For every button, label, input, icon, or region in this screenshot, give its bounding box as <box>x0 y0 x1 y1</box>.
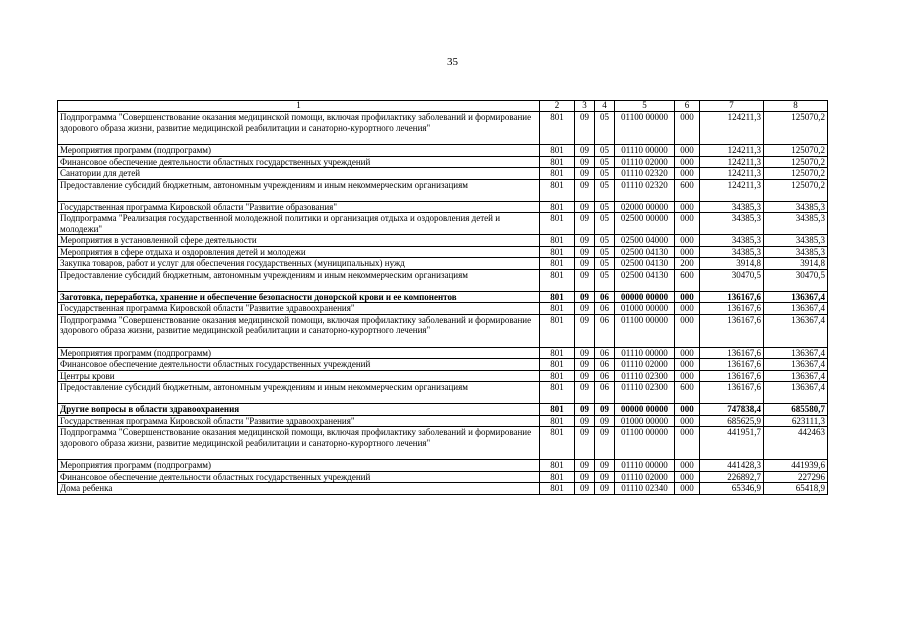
cell-amount-2: 136367,4 <box>764 347 828 359</box>
cell-admin-code: 801 <box>540 246 575 258</box>
cell-subsection: 05 <box>595 156 615 168</box>
table-row <box>58 303 828 315</box>
cell-expense-type: 000 <box>675 156 700 168</box>
cell-amount-1: 34385,3 <box>700 201 764 213</box>
cell-name: Государственная программа Кировской области "Развитие здравоохранения" <box>58 303 540 315</box>
cell-target-article: 02500 04130 <box>615 269 675 291</box>
cell-amount-2: 34385,3 <box>764 213 828 235</box>
cell-name: Предоставление субсидий бюджетным, автономным учреждениям и иным некоммерческим организациям <box>58 179 540 201</box>
cell-admin-code: 801 <box>540 314 575 347</box>
cell-section: 09 <box>575 168 595 180</box>
cell-expense-type: 600 <box>675 382 700 404</box>
cell-amount-1: 136167,6 <box>700 314 764 347</box>
cell-amount-2: 441939,6 <box>764 460 828 472</box>
cell-target-article: 02500 04130 <box>615 258 675 270</box>
cell-section: 09 <box>575 303 595 315</box>
cell-amount-1: 34385,3 <box>700 235 764 247</box>
cell-section: 09 <box>575 213 595 235</box>
cell-admin-code: 801 <box>540 156 575 168</box>
cell-amount-2: 34385,3 <box>764 201 828 213</box>
cell-amount-1: 124211,3 <box>700 145 764 157</box>
table-row <box>58 269 828 291</box>
cell-target-article: 01110 02000 <box>615 359 675 371</box>
cell-amount-2: 442463 <box>764 427 828 460</box>
cell-target-article: 02500 04000 <box>615 235 675 247</box>
cell-target-article: 01110 00000 <box>615 460 675 472</box>
table-row <box>58 112 828 145</box>
cell-amount-1: 124211,3 <box>700 156 764 168</box>
cell-section: 09 <box>575 112 595 145</box>
cell-amount-2: 136367,4 <box>764 314 828 347</box>
table-row <box>58 246 828 258</box>
cell-name: Подпрограмма "Реализация государственной молодежной политики и организация отдыха и оздоровления детей и молодежи" <box>58 213 540 235</box>
cell-name: Государственная программа Кировской области "Развитие образования" <box>58 201 540 213</box>
cell-subsection: 09 <box>595 427 615 460</box>
cell-amount-1: 124211,3 <box>700 112 764 145</box>
cell-target-article: 01110 02300 <box>615 370 675 382</box>
cell-section: 09 <box>575 269 595 291</box>
cell-amount-2: 3914,8 <box>764 258 828 270</box>
header-col-7: 7 <box>700 101 764 112</box>
cell-expense-type: 000 <box>675 359 700 371</box>
cell-name: Подпрограмма "Совершенствование оказания медицинской помощи, включая профилактику заболеваний и формирование здорового образа жизни, развитие медицинской реабилитации и санаторно-курортного лечения" <box>58 314 540 347</box>
cell-expense-type: 000 <box>675 347 700 359</box>
table-row <box>58 201 828 213</box>
cell-amount-2: 65418,9 <box>764 483 828 495</box>
cell-target-article: 01000 00000 <box>615 415 675 427</box>
cell-admin-code: 801 <box>540 235 575 247</box>
cell-admin-code: 801 <box>540 112 575 145</box>
cell-subsection: 09 <box>595 483 615 495</box>
cell-admin-code: 801 <box>540 168 575 180</box>
cell-section: 09 <box>575 235 595 247</box>
cell-amount-1: 136167,6 <box>700 382 764 404</box>
table-row <box>58 460 828 472</box>
table-row <box>58 370 828 382</box>
cell-admin-code: 801 <box>540 291 575 303</box>
cell-subsection: 05 <box>595 145 615 157</box>
cell-name: Мероприятия в установленной сфере деятельности <box>58 235 540 247</box>
cell-target-article: 01110 02320 <box>615 179 675 201</box>
table-row <box>58 427 828 460</box>
cell-admin-code: 801 <box>540 427 575 460</box>
table-row <box>58 347 828 359</box>
table-row <box>58 404 828 416</box>
cell-expense-type: 000 <box>675 303 700 315</box>
cell-section: 09 <box>575 314 595 347</box>
cell-target-article: 01110 02000 <box>615 156 675 168</box>
cell-target-article: 01100 00000 <box>615 314 675 347</box>
cell-section: 09 <box>575 359 595 371</box>
cell-admin-code: 801 <box>540 201 575 213</box>
cell-amount-1: 136167,6 <box>700 347 764 359</box>
cell-expense-type: 200 <box>675 258 700 270</box>
header-col-4: 4 <box>595 101 615 112</box>
cell-amount-2: 125070,2 <box>764 112 828 145</box>
cell-amount-2: 623111,3 <box>764 415 828 427</box>
cell-section: 09 <box>575 258 595 270</box>
cell-subsection: 09 <box>595 404 615 416</box>
cell-expense-type: 000 <box>675 246 700 258</box>
header-col-2: 2 <box>540 101 575 112</box>
cell-section: 09 <box>575 382 595 404</box>
cell-expense-type: 000 <box>675 415 700 427</box>
cell-target-article: 00000 00000 <box>615 291 675 303</box>
cell-amount-1: 747838,4 <box>700 404 764 416</box>
header-col-5: 5 <box>615 101 675 112</box>
cell-admin-code: 801 <box>540 404 575 416</box>
cell-amount-2: 136367,4 <box>764 303 828 315</box>
header-col-1: 1 <box>58 101 540 112</box>
cell-expense-type: 000 <box>675 314 700 347</box>
cell-subsection: 05 <box>595 179 615 201</box>
table-row <box>58 213 828 235</box>
cell-subsection: 05 <box>595 269 615 291</box>
cell-expense-type: 000 <box>675 235 700 247</box>
cell-amount-1: 685625,9 <box>700 415 764 427</box>
header-col-8: 8 <box>764 101 828 112</box>
cell-admin-code: 801 <box>540 258 575 270</box>
cell-amount-1: 136167,6 <box>700 370 764 382</box>
cell-expense-type: 000 <box>675 483 700 495</box>
cell-name: Подпрограмма "Совершенствование оказания медицинской помощи, включая профилактику заболеваний и формирование здорового образа жизни, развитие медицинской реабилитации и санаторно-курортного лечения" <box>58 112 540 145</box>
table-row <box>58 382 828 404</box>
cell-target-article: 01100 00000 <box>615 427 675 460</box>
table-row <box>58 258 828 270</box>
budget-table <box>57 100 828 495</box>
cell-subsection: 09 <box>595 460 615 472</box>
cell-name: Заготовка, переработка, хранение и обеспечение безопасности донорской крови и ее компонентов <box>58 291 540 303</box>
cell-amount-2: 34385,3 <box>764 246 828 258</box>
cell-section: 09 <box>575 370 595 382</box>
cell-amount-2: 30470,5 <box>764 269 828 291</box>
cell-admin-code: 801 <box>540 179 575 201</box>
header-col-6: 6 <box>675 101 700 112</box>
table-row <box>58 291 828 303</box>
cell-admin-code: 801 <box>540 415 575 427</box>
cell-target-article: 01110 02320 <box>615 168 675 180</box>
cell-section: 09 <box>575 415 595 427</box>
cell-expense-type: 000 <box>675 471 700 483</box>
cell-amount-1: 124211,3 <box>700 179 764 201</box>
header-col-3: 3 <box>575 101 595 112</box>
cell-target-article: 01100 00000 <box>615 112 675 145</box>
cell-subsection: 06 <box>595 303 615 315</box>
cell-amount-2: 227296 <box>764 471 828 483</box>
cell-name: Государственная программа Кировской области "Развитие здравоохранения" <box>58 415 540 427</box>
cell-admin-code: 801 <box>540 347 575 359</box>
cell-amount-2: 125070,2 <box>764 145 828 157</box>
cell-admin-code: 801 <box>540 460 575 472</box>
table-row <box>58 314 828 347</box>
cell-admin-code: 801 <box>540 471 575 483</box>
cell-section: 09 <box>575 471 595 483</box>
cell-admin-code: 801 <box>540 382 575 404</box>
cell-expense-type: 000 <box>675 112 700 145</box>
cell-target-article: 01110 00000 <box>615 145 675 157</box>
cell-admin-code: 801 <box>540 483 575 495</box>
cell-expense-type: 000 <box>675 168 700 180</box>
cell-name: Закупка товаров, работ и услуг для обеспечения государственных (муниципальных) нужд <box>58 258 540 270</box>
cell-subsection: 05 <box>595 201 615 213</box>
cell-admin-code: 801 <box>540 213 575 235</box>
cell-section: 09 <box>575 156 595 168</box>
cell-name: Другие вопросы в области здравоохранения <box>58 404 540 416</box>
table-row <box>58 471 828 483</box>
cell-name: Мероприятия программ (подпрограмм) <box>58 145 540 157</box>
cell-subsection: 05 <box>595 168 615 180</box>
page-number: 35 <box>447 56 458 68</box>
cell-section: 09 <box>575 246 595 258</box>
cell-name: Санатории для детей <box>58 168 540 180</box>
cell-subsection: 09 <box>595 471 615 483</box>
cell-subsection: 06 <box>595 291 615 303</box>
cell-section: 09 <box>575 460 595 472</box>
header-row <box>58 101 828 112</box>
cell-target-article: 02000 00000 <box>615 201 675 213</box>
cell-expense-type: 000 <box>675 460 700 472</box>
cell-name: Дома ребенка <box>58 483 540 495</box>
cell-expense-type: 000 <box>675 201 700 213</box>
cell-section: 09 <box>575 145 595 157</box>
cell-target-article: 02500 04130 <box>615 246 675 258</box>
cell-expense-type: 600 <box>675 269 700 291</box>
cell-amount-1: 30470,5 <box>700 269 764 291</box>
cell-amount-2: 136367,4 <box>764 382 828 404</box>
cell-amount-2: 125070,2 <box>764 156 828 168</box>
cell-subsection: 05 <box>595 246 615 258</box>
cell-subsection: 05 <box>595 258 615 270</box>
cell-subsection: 05 <box>595 213 615 235</box>
cell-amount-1: 136167,6 <box>700 291 764 303</box>
cell-name: Предоставление субсидий бюджетным, автономным учреждениям и иным некоммерческим организациям <box>58 269 540 291</box>
cell-section: 09 <box>575 483 595 495</box>
cell-subsection: 09 <box>595 415 615 427</box>
cell-amount-1: 34385,3 <box>700 213 764 235</box>
cell-subsection: 05 <box>595 112 615 145</box>
cell-expense-type: 000 <box>675 427 700 460</box>
table-row <box>58 415 828 427</box>
cell-amount-1: 3914,8 <box>700 258 764 270</box>
cell-subsection: 05 <box>595 235 615 247</box>
cell-amount-2: 685580,7 <box>764 404 828 416</box>
cell-section: 09 <box>575 404 595 416</box>
cell-subsection: 06 <box>595 382 615 404</box>
cell-amount-1: 136167,6 <box>700 303 764 315</box>
cell-expense-type: 000 <box>675 145 700 157</box>
cell-admin-code: 801 <box>540 359 575 371</box>
table-row <box>58 483 828 495</box>
cell-admin-code: 801 <box>540 145 575 157</box>
cell-admin-code: 801 <box>540 303 575 315</box>
cell-amount-1: 441951,7 <box>700 427 764 460</box>
cell-target-article: 01000 00000 <box>615 303 675 315</box>
cell-name: Финансовое обеспечение деятельности областных государственных учреждений <box>58 471 540 483</box>
cell-subsection: 06 <box>595 370 615 382</box>
cell-name: Финансовое обеспечение деятельности областных государственных учреждений <box>58 156 540 168</box>
cell-section: 09 <box>575 291 595 303</box>
cell-target-article: 01110 00000 <box>615 347 675 359</box>
table-row <box>58 179 828 201</box>
cell-amount-1: 34385,3 <box>700 246 764 258</box>
cell-amount-2: 34385,3 <box>764 235 828 247</box>
cell-amount-2: 125070,2 <box>764 179 828 201</box>
cell-admin-code: 801 <box>540 269 575 291</box>
cell-name: Мероприятия программ (подпрограмм) <box>58 460 540 472</box>
cell-target-article: 01110 02000 <box>615 471 675 483</box>
cell-subsection: 06 <box>595 347 615 359</box>
cell-amount-1: 136167,6 <box>700 359 764 371</box>
cell-amount-1: 441428,3 <box>700 460 764 472</box>
table-row <box>58 235 828 247</box>
cell-section: 09 <box>575 347 595 359</box>
table-row <box>58 168 828 180</box>
cell-name: Центры крови <box>58 370 540 382</box>
cell-amount-2: 136367,4 <box>764 359 828 371</box>
cell-target-article: 00000 00000 <box>615 404 675 416</box>
cell-section: 09 <box>575 427 595 460</box>
cell-name: Предоставление субсидий бюджетным, автономным учреждениям и иным некоммерческим организациям <box>58 382 540 404</box>
cell-section: 09 <box>575 201 595 213</box>
cell-target-article: 02500 00000 <box>615 213 675 235</box>
cell-amount-1: 65346,9 <box>700 483 764 495</box>
table-row <box>58 359 828 371</box>
cell-subsection: 06 <box>595 314 615 347</box>
cell-name: Подпрограмма "Совершенствование оказания медицинской помощи, включая профилактику заболеваний и формирование здорового образа жизни, развитие медицинской реабилитации и санаторно-курортного лечения" <box>58 427 540 460</box>
cell-expense-type: 000 <box>675 213 700 235</box>
cell-section: 09 <box>575 179 595 201</box>
table-row <box>58 145 828 157</box>
cell-subsection: 06 <box>595 359 615 371</box>
cell-expense-type: 000 <box>675 404 700 416</box>
table-row <box>58 156 828 168</box>
cell-expense-type: 000 <box>675 370 700 382</box>
cell-name: Мероприятия в сфере отдыха и оздоровления детей и молодежи <box>58 246 540 258</box>
cell-amount-2: 136367,4 <box>764 370 828 382</box>
cell-amount-2: 136367,4 <box>764 291 828 303</box>
cell-name: Мероприятия программ (подпрограмм) <box>58 347 540 359</box>
cell-expense-type: 600 <box>675 179 700 201</box>
cell-admin-code: 801 <box>540 370 575 382</box>
cell-target-article: 01110 02340 <box>615 483 675 495</box>
cell-expense-type: 000 <box>675 291 700 303</box>
cell-amount-1: 124211,3 <box>700 168 764 180</box>
cell-amount-2: 125070,2 <box>764 168 828 180</box>
cell-target-article: 01110 02300 <box>615 382 675 404</box>
cell-name: Финансовое обеспечение деятельности областных государственных учреждений <box>58 359 540 371</box>
cell-amount-1: 226892,7 <box>700 471 764 483</box>
